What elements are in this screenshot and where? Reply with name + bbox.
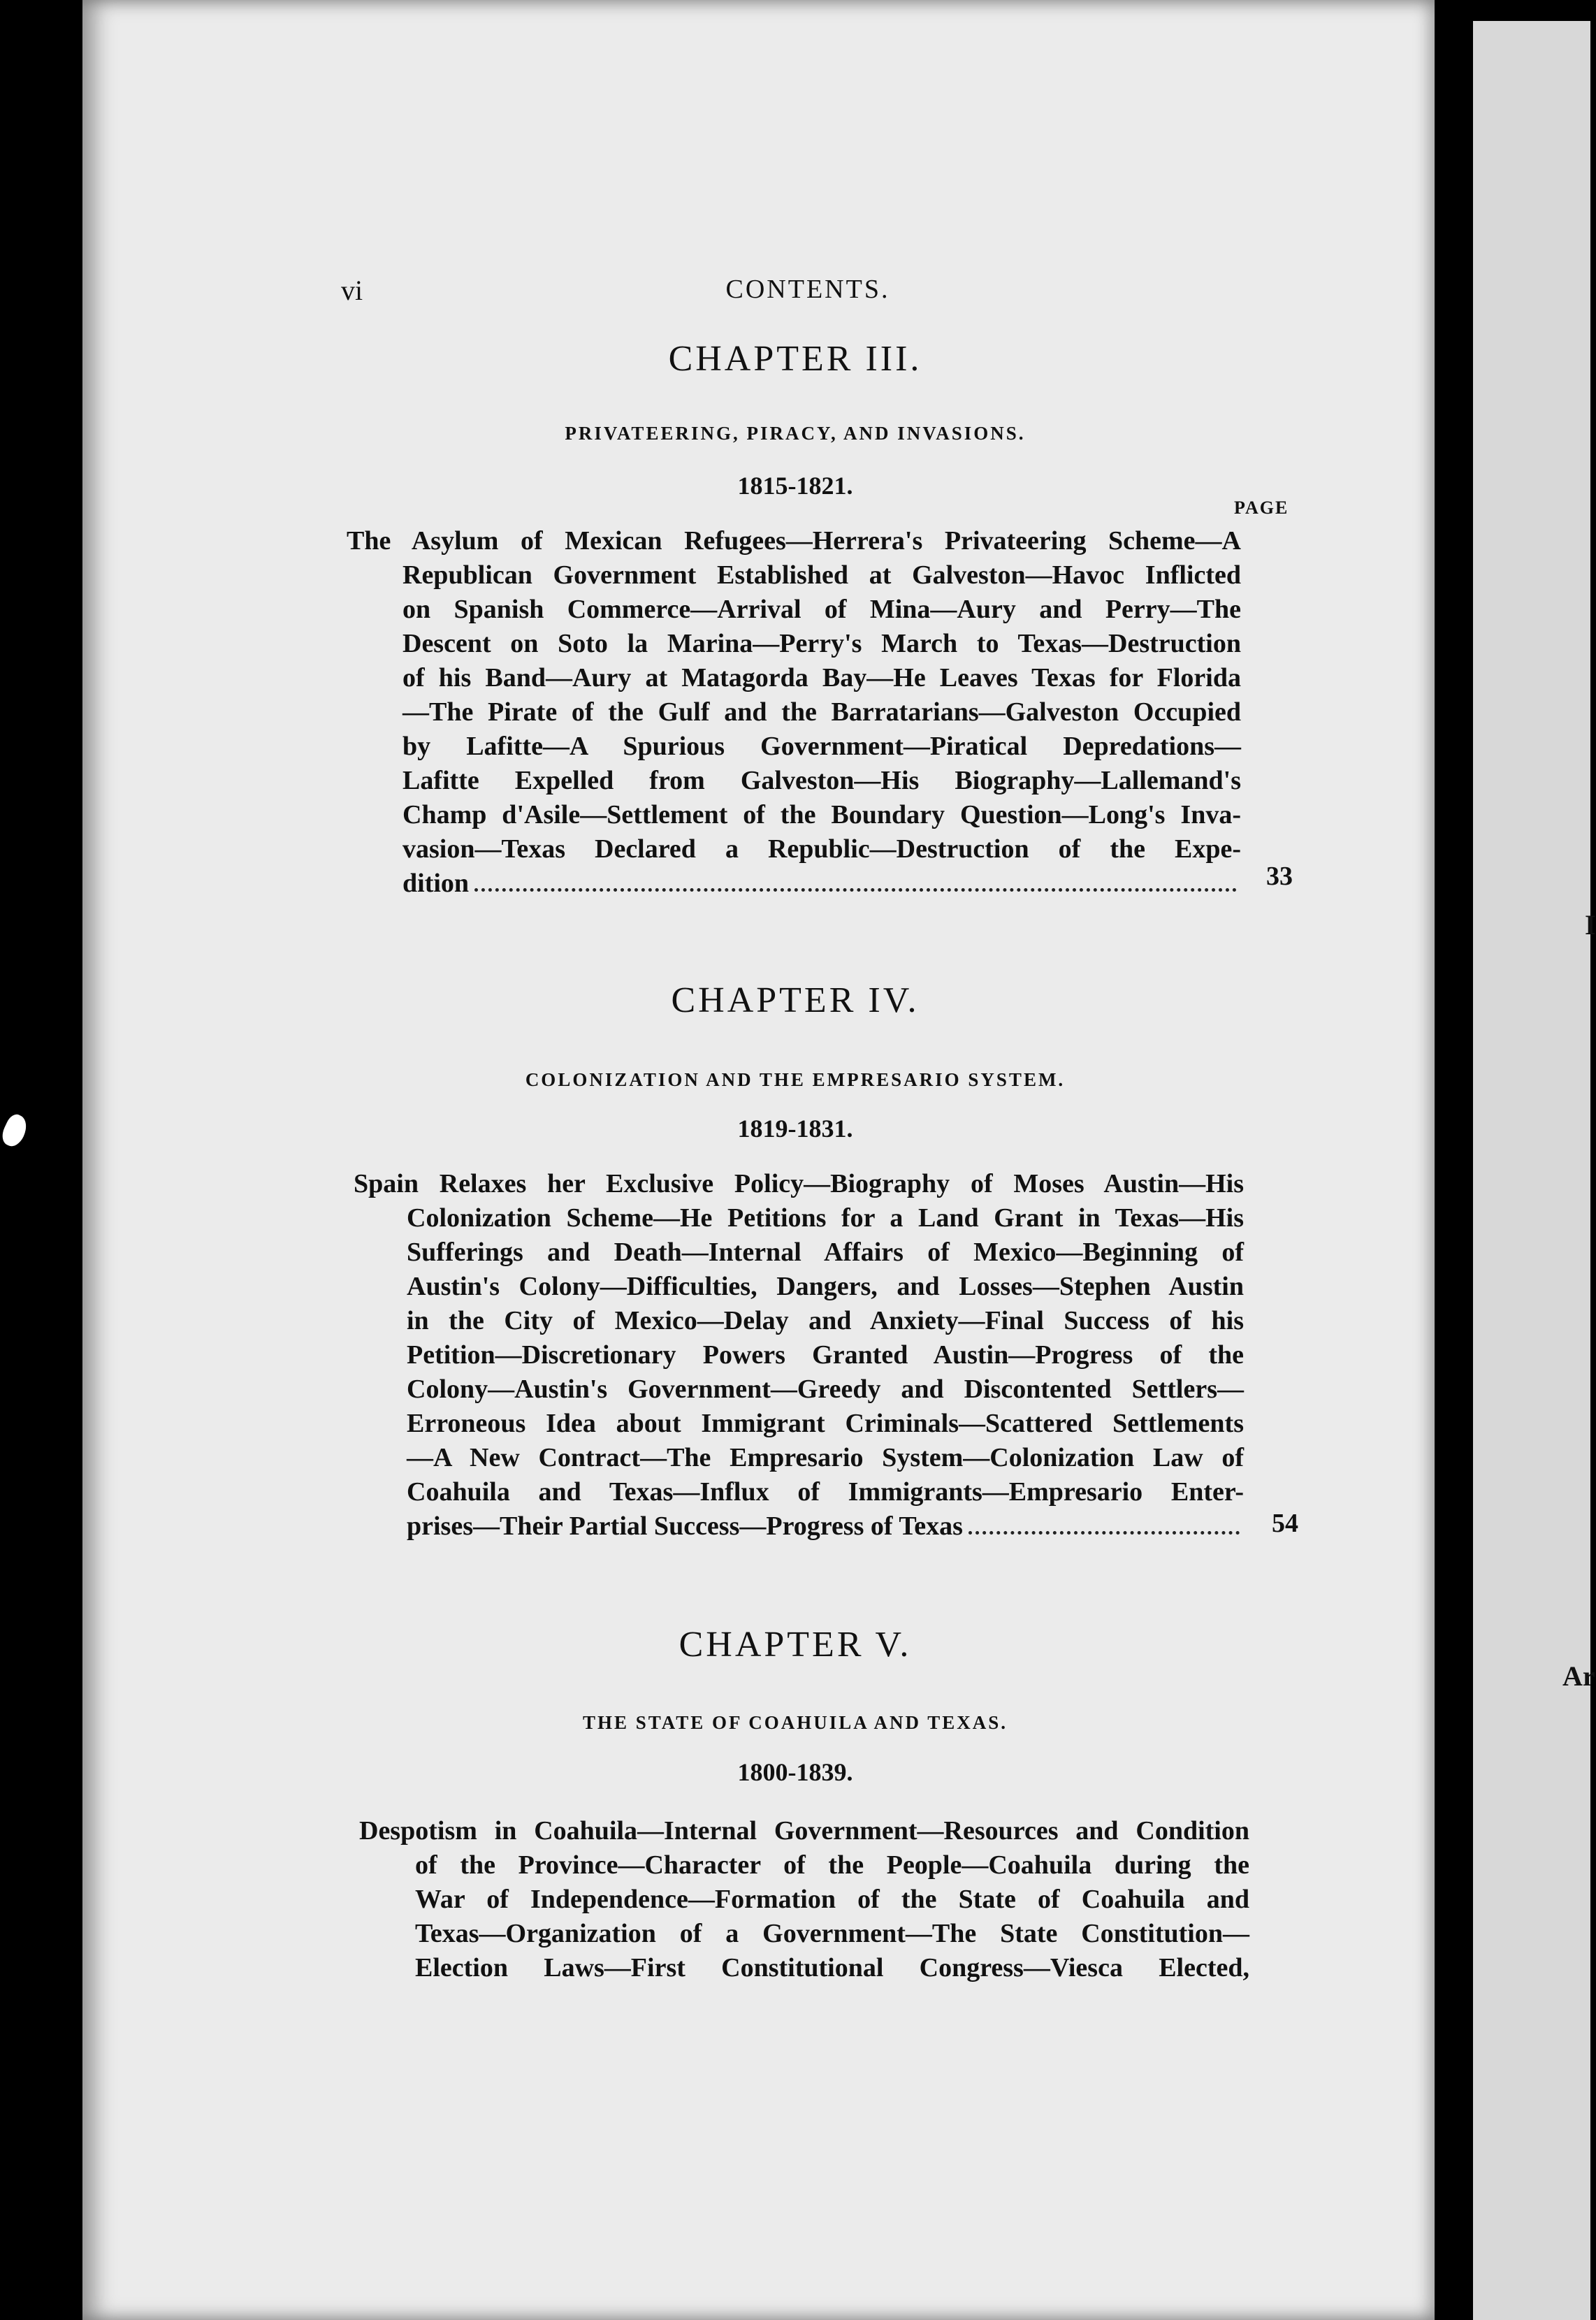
page-number: 54 [1272,1509,1298,1538]
synopsis-line: Austin's Colony—Difficulties, Dangers, and Losses—Stephen Austin [407,1272,1244,1301]
page-folio: vi [341,275,363,306]
chapter-title: CHAPTER IV. [671,980,920,1020]
synopsis-line: Erroneous Idea about Immigrant Criminals—Scattered Settlements [407,1409,1244,1438]
chapter-years: 1800-1839. [737,1758,853,1786]
synopsis-line: of the Province—Character of the People—Coahuila during the [415,1850,1249,1880]
synopsis-line-last: prises—Their Partial Success—Progress of Texas [407,1509,1244,1544]
synopsis-line: Despotism in Coahuila—Internal Government—Resources and Condition [359,1816,1249,1846]
synopsis-line: —A New Contract—The Empresario System—Colonization Law of [407,1443,1244,1472]
dot-leader [474,888,1237,892]
synopsis-line: Champ d'Asile—Settlement of the Boundary Question—Long's Inva- [402,800,1241,829]
page-number: 33 [1266,862,1293,891]
chapter-subtitle: COLONIZATION AND THE EMPRESARIO SYSTEM. [525,1069,1066,1090]
chapter-subtitle: THE STATE OF COAHUILA AND TEXAS. [582,1712,1008,1733]
synopsis-line: in the City of Mexico—Delay and Anxiety—Final Success of his [407,1306,1244,1335]
chapter-synopsis [354,1167,1244,1544]
synopsis-line: Spain Relaxes her Exclusive Policy—Biography of Moses Austin—His [354,1169,1244,1198]
synopsis-line: Election Laws—First Constitutional Congress—Viesca Elected, [415,1953,1249,1982]
synopsis-line: Colony—Austin's Government—Greedy and Discontented Settlers— [407,1375,1244,1404]
chapter-synopsis [359,1814,1249,1985]
facing-page-fragment: Ar [1562,1660,1595,1692]
chapter-years: 1819-1831. [737,1115,853,1143]
chapter-title: CHAPTER III. [668,339,922,379]
synopsis-line: Colonization Scheme—He Petitions for a Land Grant in Texas—His [407,1203,1244,1233]
chapter-subtitle: PRIVATEERING, PIRACY, AND INVASIONS. [565,423,1026,444]
synopsis-line: of his Band—Aury at Matagorda Bay—He Leaves Texas for Florida [402,663,1241,693]
facing-page-fragment: I [1585,909,1596,941]
synopsis-line: on Spanish Commerce—Arrival of Mina—Aury and Perry—The [402,595,1241,624]
synopsis-line: vasion—Texas Declared a Republic—Destruction of the Expe- [402,834,1241,864]
chapter-title: CHAPTER V. [679,1625,912,1665]
synopsis-line: Petition—Discretionary Powers Granted Austin—Progress of the [407,1340,1244,1370]
synopsis-line: Lafitte Expelled from Galveston—His Biography—Lallemand's [402,766,1241,795]
synopsis-line: The Asylum of Mexican Refugees—Herrera's Privateering Scheme—A [347,526,1241,556]
chapter-years: 1815-1821. [737,472,853,500]
synopsis-line: Texas—Organization of a Government—The State Constitution— [415,1919,1249,1948]
dot-leader [969,1531,1240,1535]
synopsis-line-last: dition [402,867,1241,901]
synopsis-line: —The Pirate of the Gulf and the Barratarians—Galveston Occupied [402,697,1241,727]
running-title: CONTENTS. [725,275,890,304]
synopsis-line: Sufferings and Death—Internal Affairs of Mexico—Beginning of [407,1238,1244,1267]
synopsis-line: by Lafitte—A Spurious Government—Piratical Depredations— [402,732,1241,761]
chapter-synopsis [347,524,1241,901]
synopsis-line: Republican Government Established at Galveston—Havoc Inflicted [402,560,1241,590]
synopsis-line: Descent on Soto la Marina—Perry's March to Texas—Destruction [402,629,1241,658]
synopsis-line: Coahuila and Texas—Influx of Immigrants—Empresario Enter- [407,1477,1244,1507]
page-column-label: PAGE [1234,498,1289,518]
synopsis-line: War of Independence—Formation of the State of Coahuila and [415,1885,1249,1914]
